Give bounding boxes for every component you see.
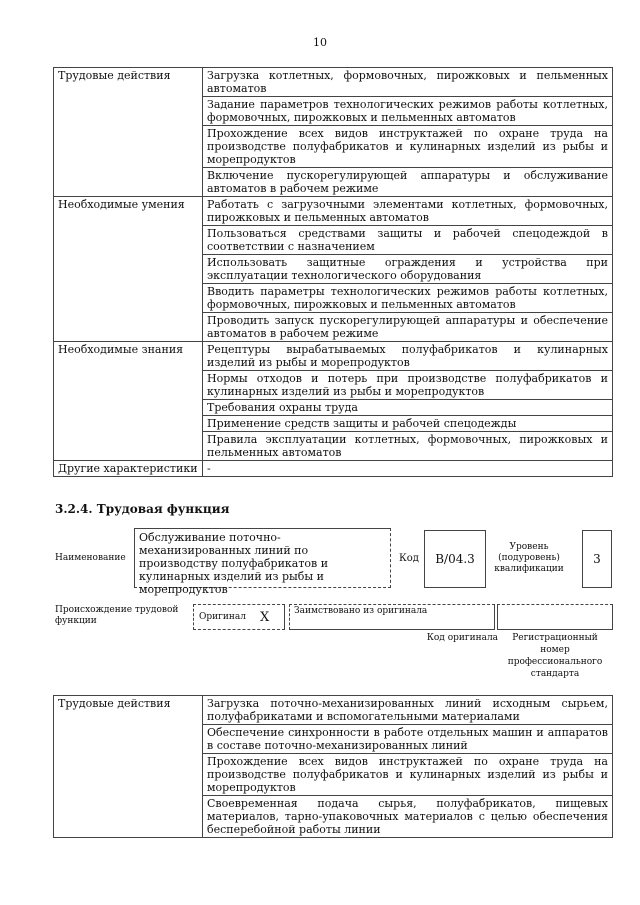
row-item: Задание параметров технологических режимов работы котлетных, формовочных, пирожковых и пельменных автоматов: [203, 97, 613, 126]
row-item: Пользоваться средствами защиты и рабочей спецодеждой в соответствии с назначением: [203, 226, 613, 255]
level-label: Уровень (подуровень) квалификации: [494, 542, 564, 574]
requirements-table: [53, 67, 613, 477]
section-title: 3.2.4. Трудовая функция: [55, 502, 230, 516]
original-label: Оригинал: [199, 612, 246, 622]
row-item: Нормы отходов и потерь при производстве полуфабрикатов и кулинарных изделий из рыбы и морепродуктов: [203, 371, 613, 400]
function-name-field: Обслуживание поточно-механизированных линий по производству полуфабрикатов и кулинарных изделий из рыбы и морепродуктов: [134, 528, 391, 588]
row-category: Необходимые знания: [54, 342, 203, 461]
reg-number-caption: Регистрационный номер профессионального стандарта: [507, 633, 603, 679]
row-item: Своевременная подача сырья, полуфабрикатов, пищевых материалов, тарно-упаковочных материалов с целью обеспечения бесперебойной работы линии: [203, 796, 613, 838]
row-item: Включение пускорегулирующей аппаратуры и обслуживание автоматов в рабочем режиме: [203, 168, 613, 197]
code-orig-caption: Код оригинала: [426, 633, 499, 643]
table-row: [54, 197, 613, 226]
table-row: [54, 696, 613, 725]
page-number: 10: [313, 36, 327, 49]
row-item: Правила эксплуатации котлетных, формовочных, пирожковых и пельменных автоматов: [203, 432, 613, 461]
function-code-field: B/04.3: [424, 530, 486, 588]
row-item: Применение средств защиты и рабочей спецодежды: [203, 416, 613, 432]
row-item: Загрузка котлетных, формовочных, пирожковых и пельменных автоматов: [203, 68, 613, 97]
original-cell: [193, 604, 285, 630]
name-label: Наименование: [55, 553, 126, 563]
level-field: 3: [582, 530, 612, 588]
table-row: [54, 342, 613, 371]
row-category: Другие характеристики: [54, 461, 203, 477]
row-item: Работать с загрузочными элементами котлетных, формовочных, пирожковых и пельменных автоматов: [203, 197, 613, 226]
row-item: Проводить запуск пускорегулирующей аппаратуры и обеспечение автоматов в рабочем режиме: [203, 313, 613, 342]
row-item: Прохождение всех видов инструктажей по охране труда на производстве полуфабрикатов и кулинарных изделий из рыбы и морепродуктов: [203, 126, 613, 168]
original-mark: X: [259, 609, 270, 625]
row-item: Использовать защитные ограждения и устройства при эксплуатации технологического оборудования: [203, 255, 613, 284]
row-item: Вводить параметры технологических режимов работы котлетных, формовочных, пирожковых и пельменных автоматов: [203, 284, 613, 313]
row-category: Трудовые действия: [54, 68, 203, 197]
labor-actions-table: [53, 695, 613, 838]
reg-number-cell: [497, 604, 613, 630]
row-item: Прохождение всех видов инструктажей по охране труда на производстве полуфабрикатов и кулинарных изделий из рыбы и морепродуктов: [203, 754, 613, 796]
row-item: Загрузка поточно-механизированных линий исходным сырьем, полуфабрикатами и вспомогательными материалами: [203, 696, 613, 725]
row-category: Трудовые действия: [54, 696, 203, 838]
origin-label: Происхождение трудовой функции: [55, 605, 179, 626]
code-label: Код: [399, 553, 419, 564]
row-item: Обеспечение синхронности в работе отдельных машин и аппаратов в составе поточно-механизированных линий: [203, 725, 613, 754]
row-item: Требования охраны труда: [203, 400, 613, 416]
row-item: -: [203, 461, 613, 477]
row-category: Необходимые умения: [54, 197, 203, 342]
row-item: Рецептуры вырабатываемых полуфабрикатов и кулинарных изделий из рыбы и морепродуктов: [203, 342, 613, 371]
table-row: [54, 68, 613, 97]
borrowed-cell: Заимствовано из оригинала: [289, 604, 495, 630]
table-row: [54, 461, 613, 477]
